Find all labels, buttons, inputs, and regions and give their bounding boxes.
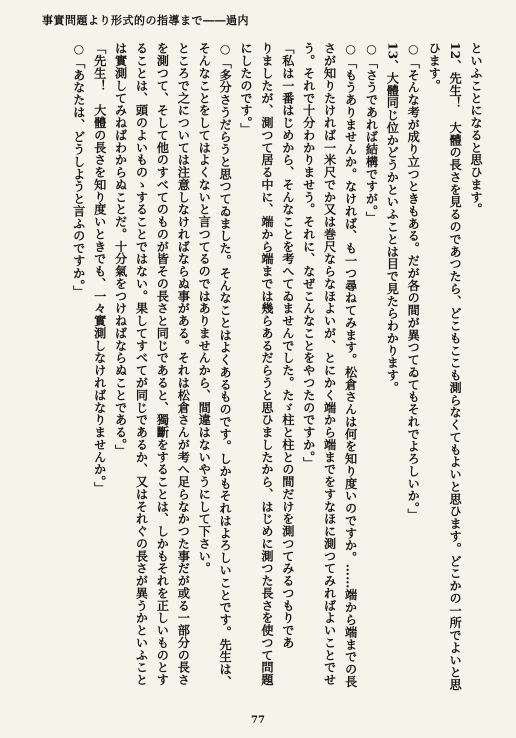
- running-head: 事實問題より形式的の指導まで――過内: [42, 14, 249, 27]
- paragraph: 「私は一番はじめから、そんなことを考へてゐませんでした。たゞ柱と柱との間だけを測つてみるつもりであ: [280, 42, 295, 649]
- paragraph: といふことになると思ひます。: [469, 42, 483, 216]
- paragraph: ○「あなたは、どうしようと言ふのですか。」: [71, 42, 86, 298]
- body-text: [34, 42, 486, 692]
- paragraph: 13、大體同じ位かどうかといふことは目で見たらわかります。: [385, 42, 400, 394]
- paragraph: ところで之については注意しなければならぬ事がある。それは松倉さんが考へ足らなかつた事だが或る一部分の長さを測つて、そして他のすべてのものが皆その長さと同じであると、獨斷をすることは、しかもそれを正しいものとすることは、頭のよいものゝすることではない。果してすべてが同じであるか、又はそれぐの長さが異うかといふことは實測してみねばわからぬことだ。十分氣をつけねばならぬことである。」: [113, 42, 191, 686]
- paragraph: ○「もうありませんか。なければ、も一つ尋ねてみます。松倉さんは何を知り度いのですか。……端から端までの長さが知りたければ一米尺でか又は巻尺ならなほよいが、とにかく端から端までをすなほに測つてみればよいことでせう。それで十分わかりませう。それに、なぜこんなことをやつたのですか。」: [301, 42, 358, 688]
- paragraph: 「先生！ 大體の長さを知り度いときでも、一々實測しなければなりませんか。」: [92, 42, 107, 494]
- page-number: 77: [251, 715, 265, 726]
- paragraph: りましたが、測つて居る中に、端から端までは幾らあるだらうと思ひましたから、はじめに測つた長さを使つて問題にしたのです。」: [239, 42, 274, 686]
- paragraph: ○「多分さうだらうと思つてゐました。そんなことはよくあるものです。しかもそれはよろしいことです。先生は、そんなことをしてはよくないと言つてるのではありませんから、間違はないやうにして下さい。: [197, 42, 233, 688]
- paragraph: 12、先生！ 大體の長さを見るのであつたら、どこもここも測らなくてもよいと思ひます。どこかの一所でよいと思ひます。: [427, 42, 463, 691]
- paragraph: ○「そんな考が成り立つときもある。だが各の間が異つてゐてもそれでよろしいか。」: [406, 42, 421, 521]
- paragraph: ○「さうであれば結構ですが。」: [364, 42, 379, 224]
